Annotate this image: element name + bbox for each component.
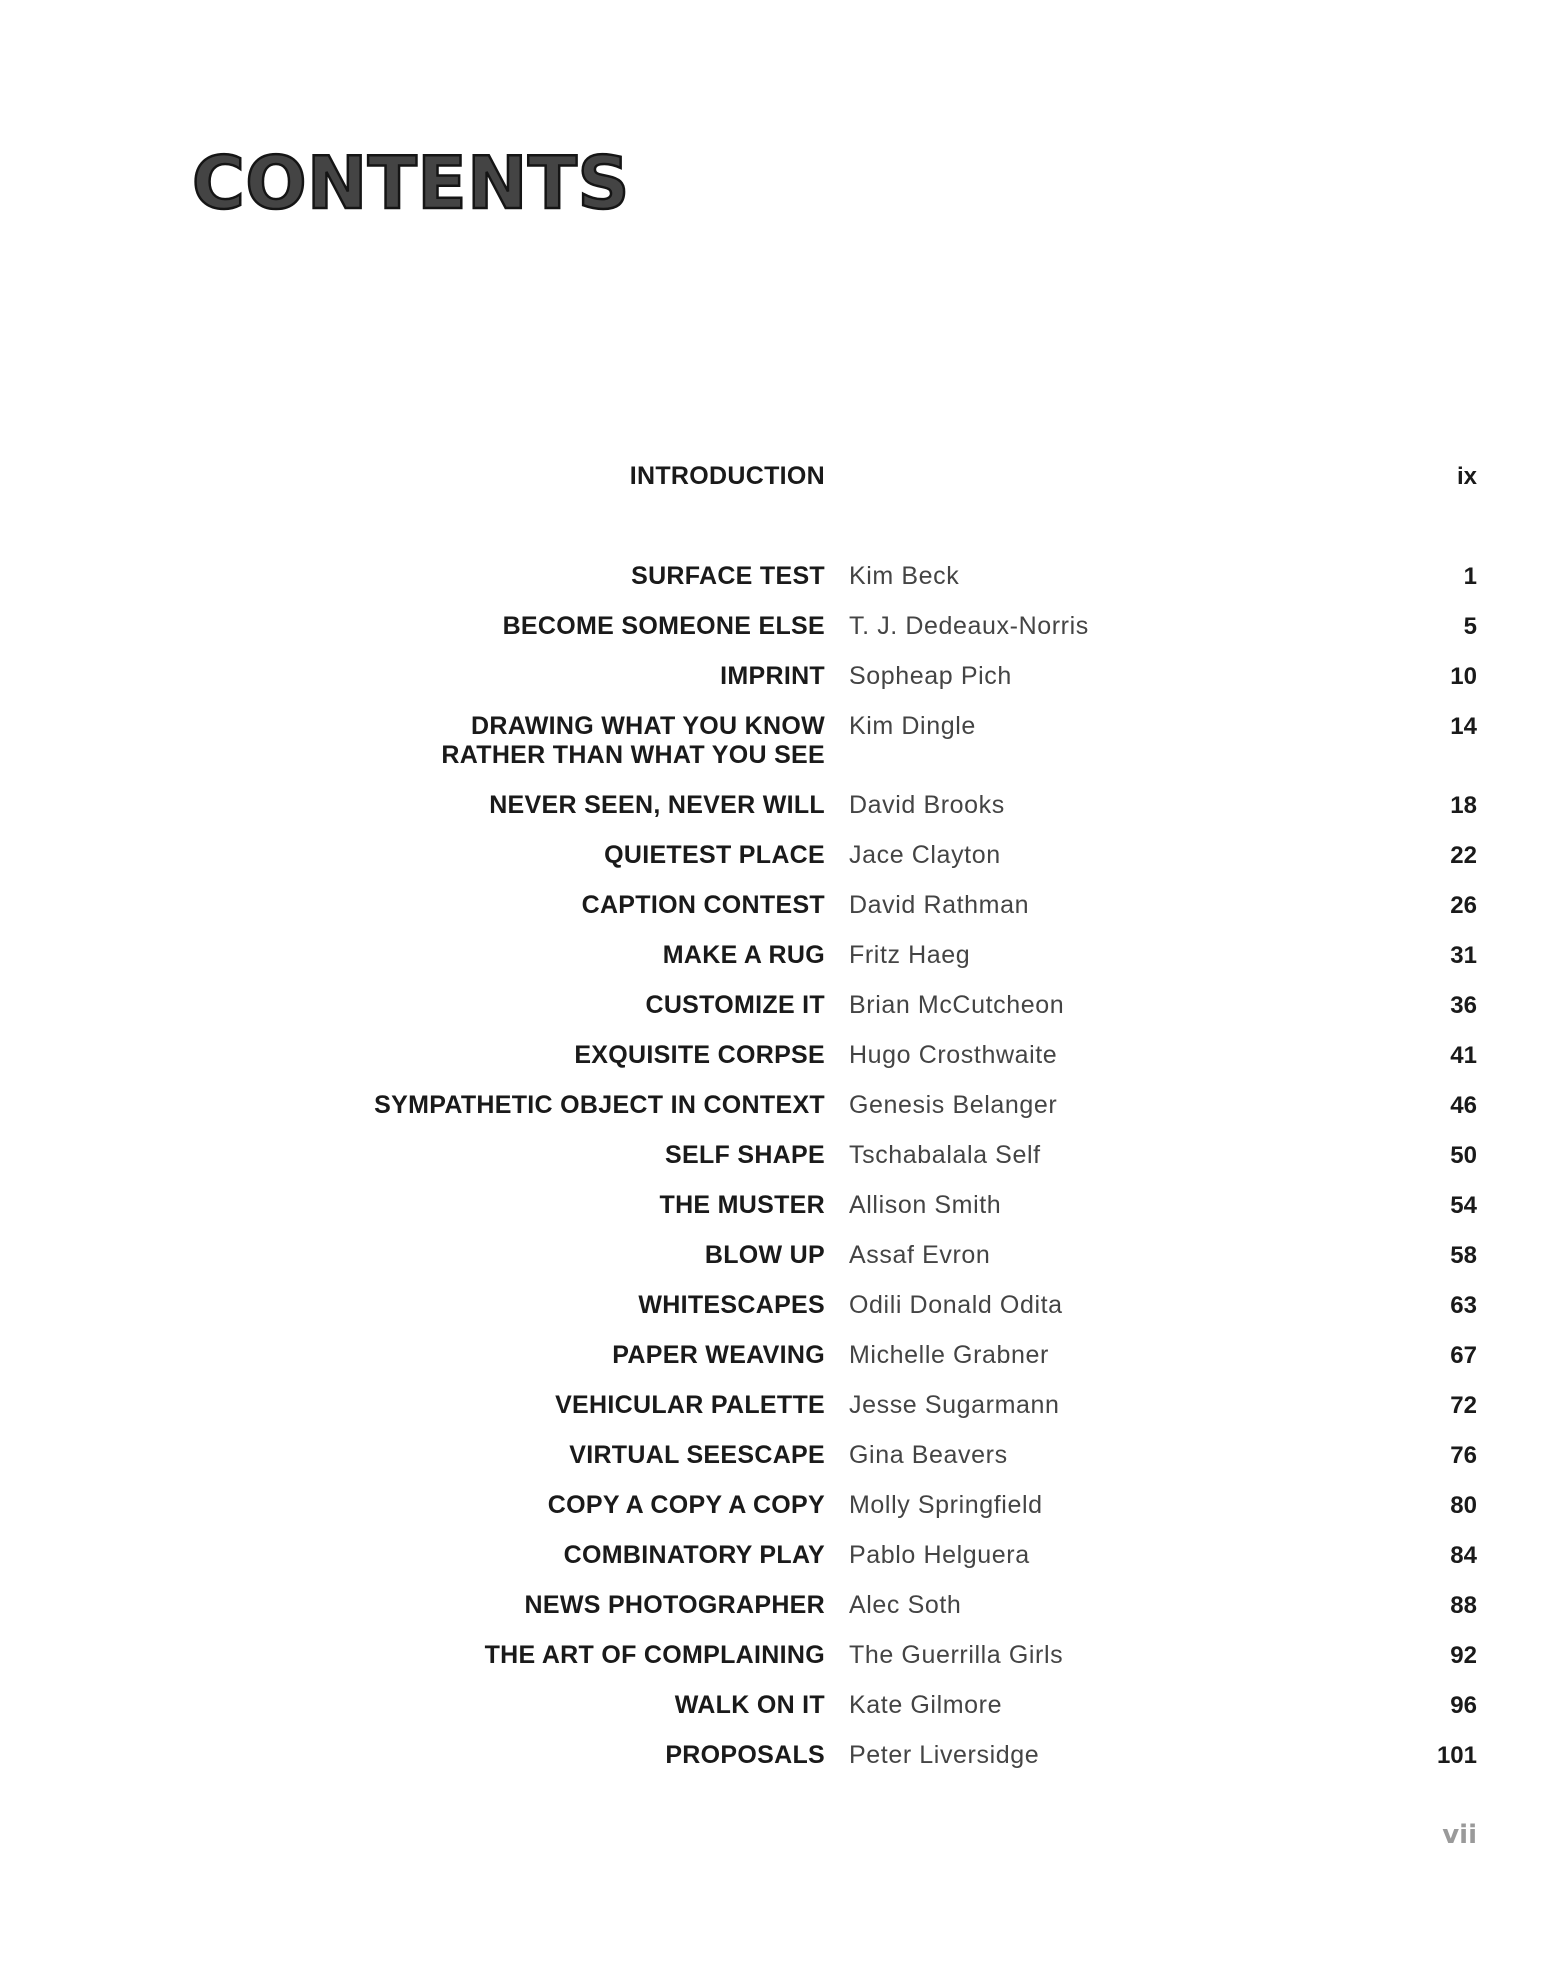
chapter-author: Peter Liversidge (849, 1741, 1040, 1769)
chapter-title: SURFACE TEST (631, 562, 825, 590)
chapter-title: INTRODUCTION (629, 462, 825, 490)
page-number: 1 (1463, 563, 1477, 590)
chapter-title: IMPRINT (720, 662, 825, 690)
chapter-title: PAPER WEAVING (612, 1341, 825, 1369)
page-number: 46 (1450, 1092, 1477, 1119)
chapter-title: NEWS PHOTOGRAPHER (524, 1591, 825, 1619)
toc-entry[interactable] (0, 1541, 1555, 1581)
toc-entry[interactable] (0, 1491, 1555, 1531)
toc-entry[interactable] (0, 1641, 1555, 1681)
toc-entry[interactable] (0, 891, 1555, 931)
chapter-author: Jesse Sugarmann (849, 1391, 1060, 1419)
chapter-author: T. J. Dedeaux-Norris (849, 612, 1089, 640)
chapter-author: Brian McCutcheon (849, 991, 1065, 1019)
page-number: 96 (1450, 1692, 1477, 1719)
chapter-author: Tschabalala Self (849, 1141, 1041, 1169)
chapter-title: WHITESCAPES (638, 1291, 825, 1319)
toc-entry-introduction[interactable] (0, 462, 1555, 502)
page-number: 26 (1450, 892, 1477, 919)
chapter-title: EXQUISITE CORPSE (574, 1041, 825, 1069)
chapter-title: BECOME SOMEONE ELSE (502, 612, 825, 640)
chapter-title: COMBINATORY PLAY (563, 1541, 825, 1569)
chapter-title: CAPTION CONTEST (581, 891, 825, 919)
chapter-author: Fritz Haeg (849, 941, 971, 969)
page-number: ix (1456, 463, 1477, 490)
chapter-author: Michelle Grabner (849, 1341, 1049, 1369)
page-number: 36 (1450, 992, 1477, 1019)
chapter-author: Kate Gilmore (849, 1691, 1003, 1719)
toc-entry[interactable] (0, 941, 1555, 981)
chapter-author: David Brooks (849, 791, 1005, 819)
page-number: 22 (1450, 842, 1477, 869)
page-number: 31 (1450, 942, 1477, 969)
toc-entry[interactable] (0, 612, 1555, 652)
chapter-title: DRAWING WHAT YOU KNOW RATHER THAN WHAT YOU SEE (441, 712, 825, 769)
toc-entry[interactable] (0, 712, 1555, 782)
toc-entry[interactable] (0, 1691, 1555, 1731)
chapter-author: Gina Beavers (849, 1441, 1008, 1469)
toc-entry[interactable] (0, 562, 1555, 602)
chapter-title: THE MUSTER (659, 1191, 825, 1219)
page-number: 50 (1450, 1142, 1477, 1169)
page-number: 80 (1450, 1492, 1477, 1519)
chapter-author: Kim Beck (849, 562, 960, 590)
chapter-title: SELF SHAPE (665, 1141, 825, 1169)
chapter-author: Kim Dingle (849, 712, 976, 740)
toc-entry[interactable] (0, 841, 1555, 881)
page-number: 88 (1450, 1592, 1477, 1619)
toc-entry[interactable] (0, 791, 1555, 831)
page-number: 14 (1450, 713, 1477, 740)
toc-entry[interactable] (0, 1391, 1555, 1431)
page-title: CONTENTS (192, 141, 630, 225)
chapter-title: BLOW UP (704, 1241, 825, 1269)
chapter-author: Genesis Belanger (849, 1091, 1058, 1119)
toc-entry[interactable] (0, 1741, 1555, 1781)
chapter-author: Hugo Crosthwaite (849, 1041, 1058, 1069)
chapter-author: Assaf Evron (849, 1241, 991, 1269)
page-number: 76 (1450, 1442, 1477, 1469)
toc-entry[interactable] (0, 1091, 1555, 1131)
page-number: 18 (1450, 792, 1477, 819)
toc-entry[interactable] (0, 1291, 1555, 1331)
page-number: 63 (1450, 1292, 1477, 1319)
toc-entry[interactable] (0, 1441, 1555, 1481)
chapter-title: MAKE A RUG (662, 941, 825, 969)
chapter-author: Alec Soth (849, 1591, 962, 1619)
page-number: 72 (1450, 1392, 1477, 1419)
chapter-title: THE ART OF COMPLAINING (484, 1641, 825, 1669)
chapter-author: David Rathman (849, 891, 1030, 919)
chapter-title: NEVER SEEN, NEVER WILL (489, 791, 825, 819)
chapter-title: QUIETEST PLACE (604, 841, 825, 869)
chapter-author: Odili Donald Odita (849, 1291, 1063, 1319)
page-number: 67 (1450, 1342, 1477, 1369)
chapter-author: The Guerrilla Girls (849, 1641, 1064, 1669)
chapter-title: VEHICULAR PALETTE (555, 1391, 825, 1419)
chapter-author: Jace Clayton (849, 841, 1001, 869)
toc-entry[interactable] (0, 1141, 1555, 1181)
toc-entry[interactable] (0, 1591, 1555, 1631)
chapter-title: SYMPATHETIC OBJECT IN CONTEXT (374, 1091, 825, 1119)
page-number: 92 (1450, 1642, 1477, 1669)
page-number: 54 (1450, 1192, 1477, 1219)
chapter-author: Pablo Helguera (849, 1541, 1030, 1569)
chapter-title: COPY A COPY A COPY (547, 1491, 825, 1519)
toc-entry[interactable] (0, 991, 1555, 1031)
chapter-title: WALK ON IT (674, 1691, 825, 1719)
chapter-title: PROPOSALS (665, 1741, 825, 1769)
toc-entry[interactable] (0, 1041, 1555, 1081)
chapter-author: Allison Smith (849, 1191, 1002, 1219)
chapter-title: CUSTOMIZE IT (645, 991, 825, 1019)
chapter-title: VIRTUAL SEESCAPE (569, 1441, 825, 1469)
toc-entry[interactable] (0, 1241, 1555, 1281)
toc-entry[interactable] (0, 662, 1555, 702)
page-number: 10 (1450, 663, 1477, 690)
chapter-author: Sopheap Pich (849, 662, 1012, 690)
page-number: 101 (1436, 1742, 1477, 1769)
page-number: 5 (1463, 613, 1477, 640)
folio-page-number: vii (1442, 1820, 1477, 1850)
chapter-author: Molly Springfield (849, 1491, 1043, 1519)
toc-entry[interactable] (0, 1341, 1555, 1381)
toc-entry[interactable] (0, 1191, 1555, 1231)
page-number: 58 (1450, 1242, 1477, 1269)
page-number: 41 (1450, 1042, 1477, 1069)
page-number: 84 (1450, 1542, 1477, 1569)
